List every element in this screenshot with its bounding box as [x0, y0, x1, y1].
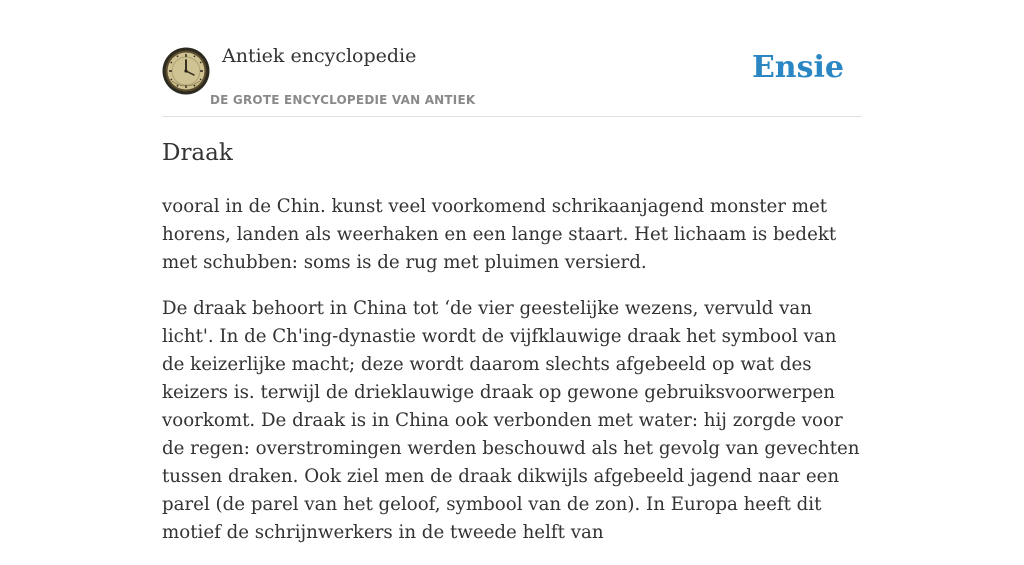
- site-title[interactable]: Antiek encyclopedie: [222, 45, 417, 67]
- entry-paragraph: De draak behoort in China tot ‘de vier geestelijke wezens, vervuld van licht'. In de Ch'ing-dynastie wordt de vijfklauwige draak het symbool van de keizerlijke macht; deze wordt daarom slechts afgebeeld op wat des keizers is. terwijl de drieklauwige draak op gewone gebruiksvoorwerpen voorkomt. De draak is in China ook verbonden met water: hij zorgde voor de regen: overstromingen werden beschouwd als het gevolg van gevechten tussen draken. Ook ziel men de draak dikwijls afgebeeld jagend naar een parel (de parel van het geloof, symbool van de zon). In Europa heeft dit motief de schrijnwerkers in de tweede helft van: [162, 298, 860, 543]
- entry-title: Draak: [162, 140, 233, 166]
- entry-body: [162, 193, 862, 565]
- antique-clock-icon[interactable]: [162, 47, 210, 95]
- entry-paragraph: vooral in de Chin. kunst veel voorkomend schrikaanjagend monster met horens, landen als weerhaken en een lange staart. Het lichaam is bedekt met schubben: soms is de rug met pluimen versierd.: [162, 196, 837, 273]
- site-header: [162, 0, 862, 117]
- site-subtitle: DE GROTE ENCYCLOPEDIE VAN ANTIEK: [210, 93, 476, 107]
- brand-logo-link[interactable]: Ensie: [751, 50, 844, 85]
